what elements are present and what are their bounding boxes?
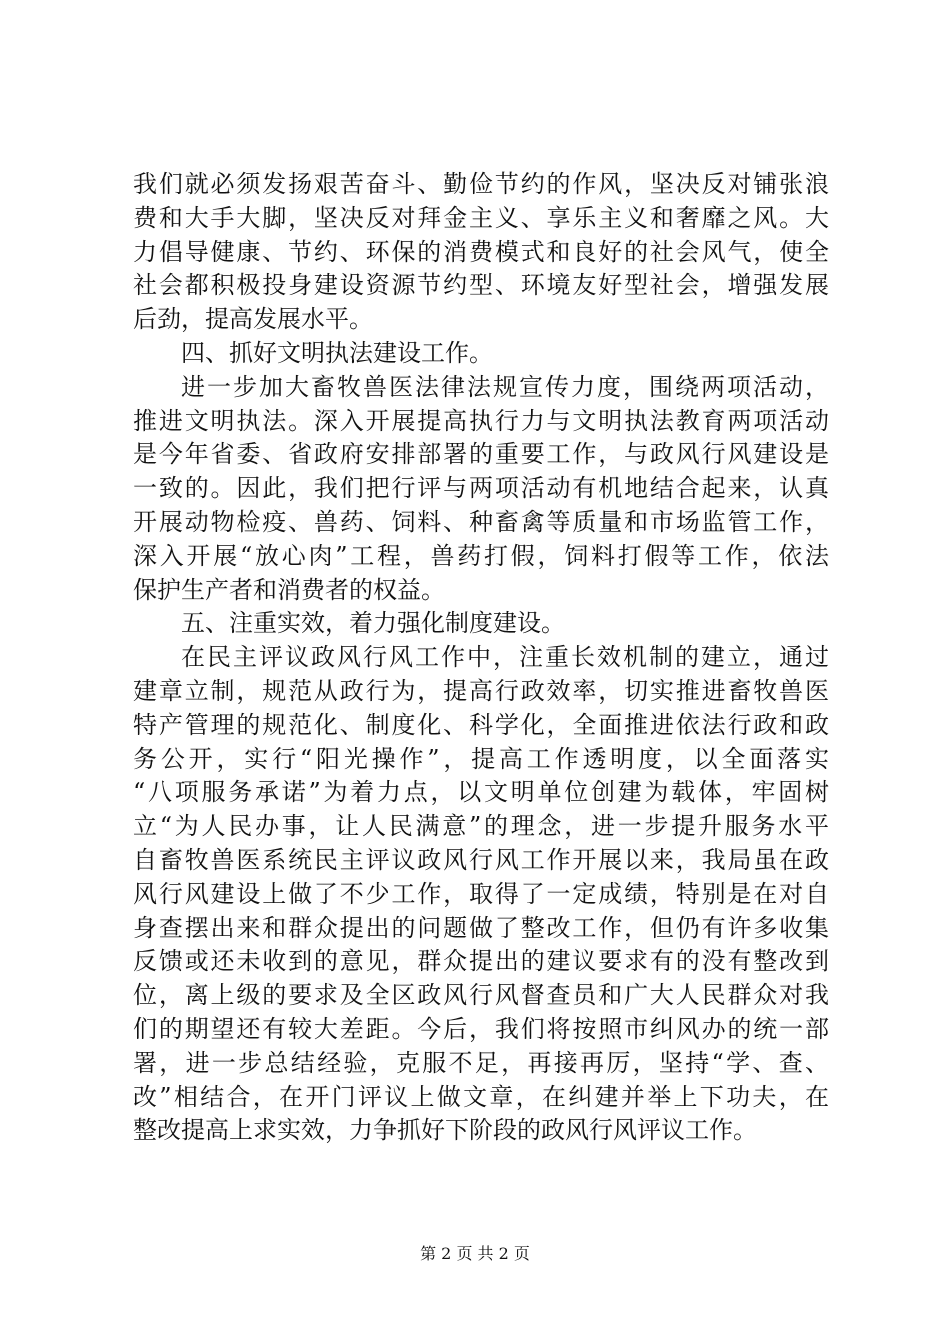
- text-line: 位，离上级的要求及全区政风行风督查员和广大人民群众对我: [133, 981, 829, 1010]
- text-line: 五、注重实效，着力强化制度建设。: [181, 609, 565, 638]
- text-line: 整改提高上求实效，力争抓好下阶段的政风行风评议工作。: [133, 1116, 757, 1145]
- text-line: 四、抓好文明执法建设工作。: [181, 338, 493, 367]
- text-line: 身查摆出来和群众提出的问题做了整改工作，但仍有许多收集: [133, 913, 829, 942]
- text-line: 一致的。因此，我们把行评与两项活动有机地结合起来，认真: [133, 474, 829, 503]
- text-line: 立“为人民办事，让人民满意”的理念，进一步提升服务水平: [133, 812, 829, 841]
- text-line: 社会都积极投身建设资源节约型、环境友好型社会，增强发展: [133, 271, 829, 300]
- text-line: 深入开展“放心肉”工程，兽药打假，饲料打假等工作，依法: [133, 541, 829, 570]
- text-line: 力倡导健康、节约、环保的消费模式和良好的社会风气，使全: [133, 237, 829, 266]
- text-line: 进一步加大畜牧兽医法律法规宣传力度，围绕两项活动，: [181, 372, 829, 401]
- text-line: 推进文明执法。深入开展提高执行力与文明执法教育两项活动: [133, 406, 829, 435]
- text-line: 开展动物检疫、兽药、饲料、种畜禽等质量和市场监管工作，: [133, 507, 829, 536]
- text-line: 署，进一步总结经验，克服不足，再接再厉，坚持“学、查、: [133, 1048, 829, 1077]
- text-line: 改”相结合，在开门评议上做文章，在纠建并举上下功夫，在: [133, 1082, 829, 1111]
- text-line: 务公开，实行“阳光操作”，提高工作透明度，以全面落实: [133, 744, 829, 773]
- text-line: 在民主评议政风行风工作中，注重长效机制的建立，通过: [181, 643, 829, 672]
- page-footer: 第 2 页 共 2 页: [420, 1244, 530, 1263]
- document-body: [133, 168, 829, 1148]
- text-line: 建章立制，规范从政行为，提高行政效率，切实推进畜牧兽医: [133, 676, 829, 705]
- text-line: 们的期望还有较大差距。今后，我们将按照市纠风办的统一部: [133, 1014, 829, 1043]
- text-line: “八项服务承诺”为着力点，以文明单位创建为载体，牢固树: [133, 778, 829, 807]
- text-line: 保护生产者和消费者的权益。: [133, 575, 445, 604]
- text-line: 我们就必须发扬艰苦奋斗、勤俭节约的作风，坚决反对铺张浪: [133, 170, 829, 198]
- text-line: 特产管理的规范化、制度化、科学化，全面推进依法行政和政: [133, 710, 829, 739]
- text-line: 费和大手大脚，坚决反对拜金主义、享乐主义和奢靡之风。大: [133, 203, 829, 232]
- text-line: 是今年省委、省政府安排部署的重要工作，与政风行风建设是: [133, 440, 829, 469]
- text-line: 风行风建设上做了不少工作，取得了一定成绩，特别是在对自: [133, 879, 829, 908]
- text-line: 反馈或还未收到的意见，群众提出的建议要求有的没有整改到: [133, 947, 829, 976]
- text-line: 后劲，提高发展水平。: [133, 305, 373, 334]
- text-line: 自畜牧兽医系统民主评议政风行风工作开展以来，我局虽在政: [133, 845, 829, 874]
